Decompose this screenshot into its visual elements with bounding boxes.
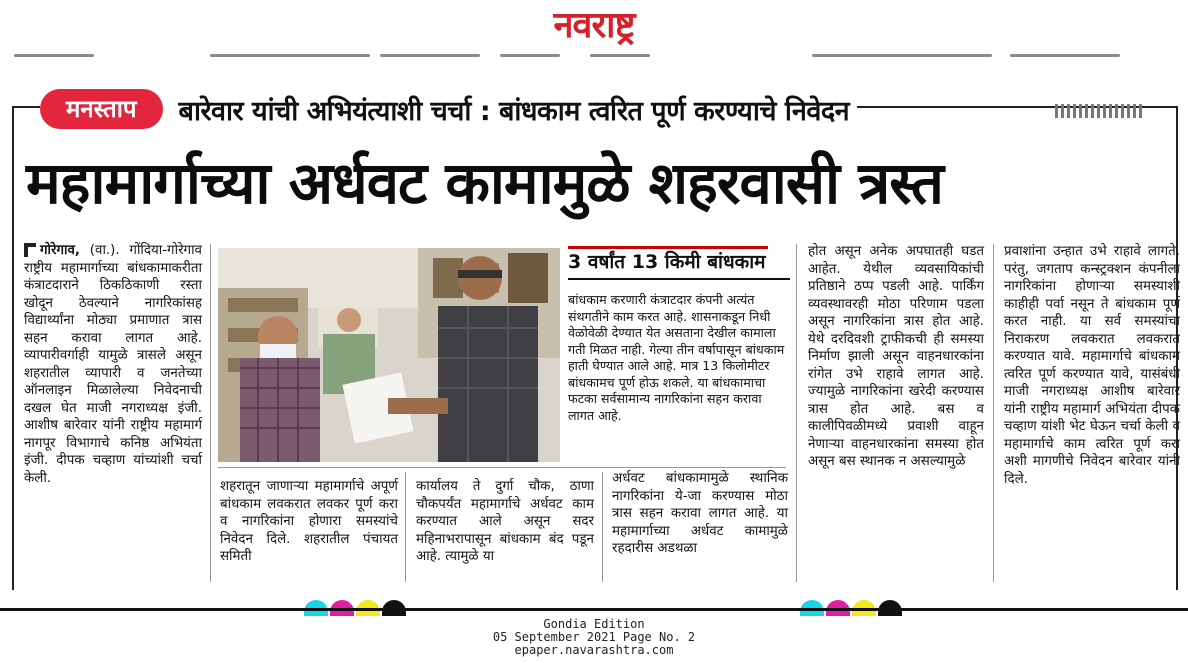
column-4-text: प्रवाशांना उन्हात उभे राहावे लागते. परंतु, जगताप कन्स्ट्रक्शन कंपनीला नागरिकांना होणाऱ्या समस्याशी काहीही पर्वा नसून ते बांधकाम पूर्ण करत नाही. या सर्व समस्यांचा निराकरण लवकरात लवकरात करण्यात यावे. महामार्गाचे बांधकाम त्वरित पूर्ण करण्यात यावे, यासंबंधी माजी नगराध्यक्ष आशीष बारेवार यांनी राष्ट्रीय महामार्ग अभियंता दीपक चव्हाण यांशी भेट घेऊन चर्चा केली व महामार्गाचे काम त्वरित पूर्ण करा अशी मागणीचे निवेदन बारेवार यांनी दिले.: [1004, 244, 1180, 487]
decorative-hatch: [1055, 104, 1143, 118]
column-3-text: होत असून अनेक अपघातही घडत आहेत. येथील व्यवसायिकांची प्रतिष्ठाने ठप्प पडली आहे. पार्किंग व्यवस्थावरही मोठा परिणाम पडला असून नागरिकांना त्रास होत आहे. येथे दरदिवशी ट्राफीकची ही समस्या निर्माण झाली असून वाहनधारकांना रांगेत उभे राहावे लागत आहे. ज्यामुळे नागरिकांना खरेदी करण्यास त्रास होत आहे. बस व कालीपिवळीमध्ये प्रवाशी वाहून नेणाऱ्या वाहनधारकांना समस्या होत असून बस स्थानक न असल्यामुळे: [808, 244, 984, 469]
photo-box-divider: [218, 467, 786, 468]
column-divider: [993, 244, 994, 582]
column-1: [24, 242, 202, 487]
headline: महामार्गाच्या अर्धवट कामामुळे शहरवासी त्रस्त: [26, 149, 943, 217]
footer-edition: Gondia Edition: [543, 617, 645, 631]
column-divider: [210, 244, 211, 582]
dateline-agency: (वा.).: [89, 243, 120, 258]
column-2c-text: अर्धवट बांधकामामुळे स्थानिक नागरिकांना ये-जा करण्यास मोठा त्रास सहन करावा लागत आहे. या महामार्गाच्या अर्धवट कामामुळे रहदारीस अडथळा: [612, 471, 788, 556]
column-2b-text: कार्यालय ते दुर्गा चौक, ठाणा चौकपर्यंत महामार्गाचे अर्धवट काम करण्यात आले असून सदर महिनाभरापासून बांधकाम बंद पडून आहे. त्यामुळे या: [416, 479, 594, 564]
column-divider: [602, 472, 603, 582]
column-3: [808, 243, 984, 471]
column-1-text: गोंदिया-गोरेगाव राष्ट्रीय महामार्गाच्या बांधकामाकरीता कंत्राटदाराने ठिकठिकाणी रस्ता खोदून ठेवल्याने नागरिकांसह विद्यार्थ्यांना मोठ्या प्रमाणात त्रास सहन करावा लागत आहे. व्यापारीवर्गाही यामुळे त्रासले असून शहरातील व्यापारी व जनतेच्या ऑनलाइन मिळालेल्या निवेदनाची दखल घेत माजी नगराध्यक्ष इंजी. आशीष बारेवार यांनी राष्ट्रीय महामार्ग नागपूर विभागाचे कनिष्ठ अभियंता इंजी. दीपक चव्हाण यांच्यांशी चर्चा केली.: [24, 243, 202, 486]
cut-previous-article-strip: [0, 52, 1188, 66]
masthead: [0, 0, 1188, 52]
column-divider: [405, 472, 406, 582]
column-2a-text: शहरातून जाणाऱ्या महामार्गाचे अपूर्ण बांधकाम लवकरात लवकर पूर्ण करा व नागरिकांना होणारा समस्यांचे निवेदन दिले. शहरातील पंचायत समिती: [220, 479, 398, 564]
box-text: बांधकाम करणारी कंत्राटदार कंपनी अत्यंत संथगतीने काम करत आहे. शासनाकडून निधी वेळोवेळी देण्यात येत असताना देखील कामाला गती मिळत नाही. गेल्या तीन वर्षापासून बांधकाम हाती घेण्यात आले आहे. मात्र 13 किलोमीटर बांधकामच पूर्ण होऊ शकले. या बांधकामाचा फटका सर्वसामान्य नागरिकांना सहन करावा लागत आहे.: [568, 292, 785, 423]
page-footer: [0, 618, 1188, 657]
column-2c: [612, 470, 788, 558]
dateline-place: गोरेगाव,: [24, 243, 80, 258]
newspaper-logo: नवराष्ट्र: [553, 5, 635, 46]
photo-illustration: [218, 248, 560, 462]
page-bottom-rule: [0, 608, 1188, 611]
column-2b: [416, 478, 594, 566]
kicker-row: [40, 86, 857, 132]
column-2a: [220, 478, 398, 566]
column-4: [1004, 243, 1180, 488]
news-photo: [218, 248, 560, 462]
box-title: 3 वर्षांत 13 किमी बांधकाम: [568, 250, 790, 280]
subheadline: बारेवार यांची अभियंत्याशी चर्चा : बांधकाम त्वरित पूर्ण करण्याचे निवेदन: [178, 95, 850, 127]
article-frame-left: [12, 106, 14, 590]
column-divider: [796, 244, 797, 582]
footer-date-page: 05 September 2021 Page No. 2: [492, 630, 696, 644]
footer-site: epaper.navarashtra.com: [514, 643, 674, 657]
kicker-badge: मनस्ताप: [40, 89, 163, 129]
